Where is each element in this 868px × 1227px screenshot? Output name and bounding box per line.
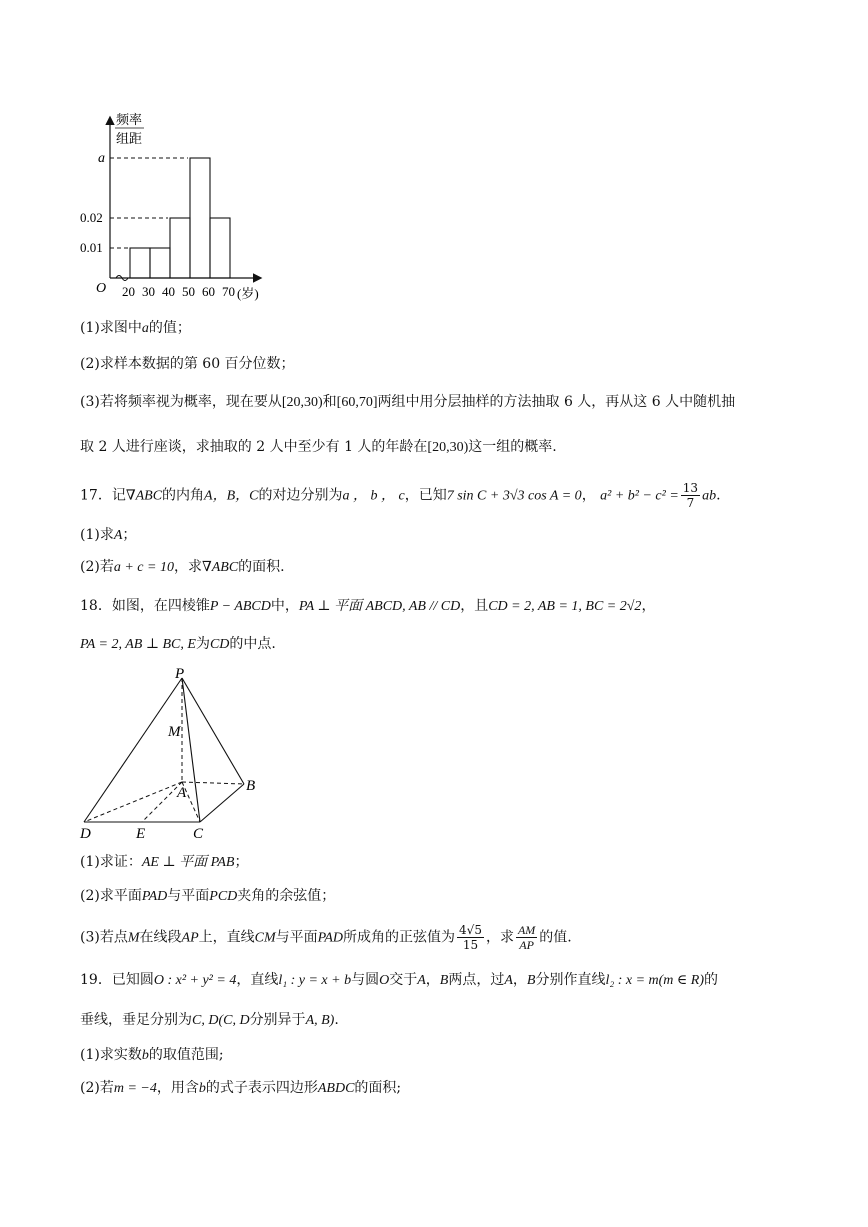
label-B: B xyxy=(246,778,256,794)
q18-part2: (2)求平面PAD与平面PCD夹角的余弦值； xyxy=(80,888,336,904)
pyramid-figure xyxy=(76,664,276,844)
q16-part3: (3)若将频率视为概率，现在要从[20,30)和[60,70]两组中用分层抽样的方法抽取 6 人，再从这 6 人中随机抽 xyxy=(80,394,736,410)
y-label-top: 频率 xyxy=(116,112,143,127)
bar-3 xyxy=(190,158,210,278)
q18-part3: (3)若点M在线段AP上，直线CM与平面PAD所成角的正弦值为 $\frac{4√5}{15}$ ，求 $\frac{AM}{AP}$ 的值. xyxy=(80,923,572,952)
bar-4 xyxy=(210,218,230,278)
q16-part3-cont: 取 2 人进行座谈，求抽取的 2 人中至少有 1 人的年龄在[20,30)这一组的概率. xyxy=(80,439,557,455)
x-tick-20: 20 xyxy=(122,284,135,299)
label-C: C xyxy=(193,826,204,842)
y-tick-001: 0.01 xyxy=(80,240,103,255)
q19-stem-cont: 垂线，垂足分别为C, D(C, D分别异于A, B). xyxy=(80,1012,339,1028)
q19-stem: 19．已知圆O : x² + y² = 4，直线l₁ : y = x + b与圆O交于A，B两点，过A，B分别作直线l₂ : x = m(m ∈ R)的 xyxy=(80,972,718,988)
label-D: D xyxy=(80,826,91,842)
q17-stem: 17．记∇ABC的内角A，B，C的对边分别为a ， b ， c，已知7 sin C + 3√3 cos A = 0， a² + b² − c² = $\frac{13}{7}$ ab. xyxy=(80,481,721,510)
bar-2 xyxy=(170,218,190,278)
q16-part2: (2)求样本数据的第 60 百分位数； xyxy=(80,356,295,372)
q17-part2: (2)若a + c = 10，求∇ABC的面积. xyxy=(80,559,285,575)
bar-1 xyxy=(150,248,170,278)
q17-fraction: $\frac{13}{7}$ xyxy=(682,481,699,510)
q17-part1: (1)求A； xyxy=(80,527,137,543)
q18-stem-cont: PA = 2, AB ⊥ BC, E为CD的中点. xyxy=(80,636,276,652)
label-M: M xyxy=(168,724,181,740)
x-unit-label: (岁) xyxy=(237,286,259,301)
x-tick-40: 40 xyxy=(162,284,175,299)
x-tick-60: 60 xyxy=(202,284,215,299)
y-label-bottom: 组距 xyxy=(116,131,143,146)
q16-part1: (1)求图中a的值； xyxy=(80,320,191,336)
histogram-chart xyxy=(78,112,278,302)
q19-part1: (1)求实数b的取值范围; xyxy=(80,1047,224,1063)
bar-0 xyxy=(130,248,150,278)
q19-part2: (2)若m = −4，用含b的式子表示四边形ABDC的面积; xyxy=(80,1080,402,1096)
origin-label: O xyxy=(96,281,107,296)
x-tick-70: 70 xyxy=(222,284,235,299)
x-tick-50: 50 xyxy=(182,284,195,299)
q18-frac-sine: $\frac{4√5}{15}$ xyxy=(459,923,482,952)
y-tick-002: 0.02 xyxy=(80,210,103,225)
q18-frac-ratio: $\frac{AM}{AP}$ xyxy=(517,923,536,952)
label-P: P xyxy=(175,666,185,682)
x-tick-30: 30 xyxy=(142,284,155,299)
q18-stem: 18．如图，在四棱锥P − ABCD中，PA ⊥ 平面 ABCD, AB // CD，且CD = 2, AB = 1, BC = 2√2， xyxy=(80,598,656,614)
label-A: A xyxy=(177,785,187,801)
q18-part1: (1)求证：AE ⊥ 平面 PAB； xyxy=(80,854,249,870)
label-E: E xyxy=(136,826,146,842)
y-tick-a: a xyxy=(98,151,105,166)
